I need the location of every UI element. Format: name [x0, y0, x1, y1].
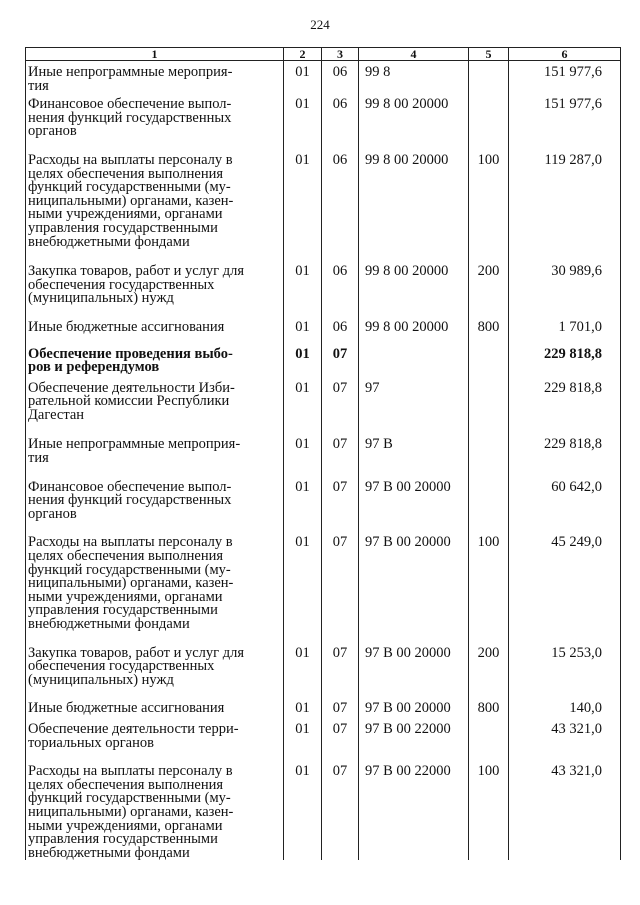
amount-cell: 43 321,0	[509, 765, 621, 860]
amount-cell: 229 818,8	[509, 348, 621, 382]
row-name-cell: Расходы на выплаты персоналу в целях обеспечения выполнения функций государственными (му- ниципальными) органами, казен- ными учреждениями, органами управления государственными внебюджетными фондами	[26, 536, 284, 646]
target-code-cell: 99 8	[359, 61, 469, 99]
target-code-cell	[359, 348, 469, 382]
table-row	[26, 61, 621, 99]
subsection-code-cell: 07	[322, 723, 359, 765]
section-code-cell: 01	[284, 98, 322, 154]
column-header: 3	[322, 48, 359, 61]
table-row	[26, 536, 621, 646]
target-code-cell: 97 В 00 20000	[359, 536, 469, 646]
page-number: 224	[310, 17, 330, 32]
subsection-code-cell: 06	[322, 98, 359, 154]
expense-type-cell: 100	[469, 765, 509, 860]
table-row	[26, 321, 621, 348]
subsection-code-cell: 06	[322, 154, 359, 265]
subsection-code-cell: 07	[322, 765, 359, 860]
target-code-cell: 99 8 00 20000	[359, 321, 469, 348]
row-name-cell: Расходы на выплаты персоналу в целях обеспечения выполнения функций государственными (му- ниципальными) органами, казен- ными учреждениями, органами управления государственными внебюджетными фондами	[26, 154, 284, 265]
amount-cell: 45 249,0	[509, 536, 621, 646]
subsection-code-cell: 07	[322, 348, 359, 382]
table-row	[26, 382, 621, 439]
table-row	[26, 647, 621, 703]
amount-cell: 1 701,0	[509, 321, 621, 348]
target-code-cell: 99 8 00 20000	[359, 154, 469, 265]
subsection-code-cell: 07	[322, 702, 359, 723]
amount-cell: 151 977,6	[509, 98, 621, 154]
column-header: 1	[26, 48, 284, 61]
amount-cell: 60 642,0	[509, 481, 621, 537]
table-row	[26, 265, 621, 321]
expense-type-cell	[469, 98, 509, 154]
expense-type-cell	[469, 348, 509, 382]
amount-cell: 15 253,0	[509, 647, 621, 703]
expense-type-cell: 800	[469, 321, 509, 348]
subsection-code-cell: 07	[322, 382, 359, 439]
row-name-cell: Иные бюджетные ассигнования	[26, 321, 284, 348]
section-code-cell: 01	[284, 348, 322, 382]
section-code-cell: 01	[284, 702, 322, 723]
target-code-cell: 97 В 00 20000	[359, 702, 469, 723]
section-code-cell: 01	[284, 647, 322, 703]
target-code-cell: 97 В 00 20000	[359, 481, 469, 537]
table-row	[26, 98, 621, 154]
table-row	[26, 481, 621, 537]
section-code-cell: 01	[284, 154, 322, 265]
target-code-cell: 97 В 00 22000	[359, 723, 469, 765]
target-code-cell: 99 8 00 20000	[359, 98, 469, 154]
table-row	[26, 438, 621, 480]
subsection-code-cell: 06	[322, 61, 359, 99]
subsection-code-cell: 07	[322, 438, 359, 480]
section-code-cell: 01	[284, 61, 322, 99]
amount-cell: 229 818,8	[509, 382, 621, 439]
expense-type-cell: 200	[469, 647, 509, 703]
expense-type-cell: 800	[469, 702, 509, 723]
table-row	[26, 702, 621, 723]
row-name-cell: Обеспечение деятельности Изби- рательной комиссии Республики Дагестан	[26, 382, 284, 439]
row-name-cell: Иные бюджетные ассигнования	[26, 702, 284, 723]
column-header: 4	[359, 48, 469, 61]
target-code-cell: 97	[359, 382, 469, 439]
amount-cell: 229 818,8	[509, 438, 621, 480]
column-header: 2	[284, 48, 322, 61]
row-name-cell: Обеспечение деятельности терри- ториальных органов	[26, 723, 284, 765]
row-name-cell: Закупка товаров, работ и услуг для обеспечения государственных (муниципальных) нужд	[26, 647, 284, 703]
amount-cell: 30 989,6	[509, 265, 621, 321]
amount-cell: 43 321,0	[509, 723, 621, 765]
row-name-cell: Иные непрограммные мероприя- тия	[26, 61, 284, 99]
target-code-cell: 97 В 00 20000	[359, 647, 469, 703]
amount-cell: 119 287,0	[509, 154, 621, 265]
row-name-cell: Финансовое обеспечение выпол- нения функций государственных органов	[26, 98, 284, 154]
table-row	[26, 765, 621, 860]
target-code-cell: 97 В 00 22000	[359, 765, 469, 860]
expense-type-cell	[469, 382, 509, 439]
expense-type-cell	[469, 481, 509, 537]
section-code-cell: 01	[284, 723, 322, 765]
amount-cell: 140,0	[509, 702, 621, 723]
subsection-code-cell: 07	[322, 647, 359, 703]
subsection-code-cell: 06	[322, 265, 359, 321]
table-row	[26, 723, 621, 765]
section-code-cell: 01	[284, 438, 322, 480]
subsection-code-cell: 06	[322, 321, 359, 348]
subsection-code-cell: 07	[322, 536, 359, 646]
expense-type-cell	[469, 438, 509, 480]
section-code-cell: 01	[284, 481, 322, 537]
section-code-cell: 01	[284, 536, 322, 646]
expense-type-cell: 200	[469, 265, 509, 321]
table-row	[26, 154, 621, 265]
expense-type-cell	[469, 61, 509, 99]
subsection-code-cell: 07	[322, 481, 359, 537]
expense-type-cell: 100	[469, 154, 509, 265]
column-header: 6	[509, 48, 621, 61]
expense-type-cell: 100	[469, 536, 509, 646]
expense-type-cell	[469, 723, 509, 765]
section-code-cell: 01	[284, 382, 322, 439]
section-code-cell: 01	[284, 765, 322, 860]
section-code-cell: 01	[284, 265, 322, 321]
table-row	[26, 348, 621, 382]
column-header: 5	[469, 48, 509, 61]
row-name-cell: Закупка товаров, работ и услуг для обеспечения государственных (муниципальных) нужд	[26, 265, 284, 321]
amount-cell: 151 977,6	[509, 61, 621, 99]
target-code-cell: 97 В	[359, 438, 469, 480]
row-name-cell: Иные непрограммные мепроприя- тия	[26, 438, 284, 480]
row-name-cell: Расходы на выплаты персоналу в целях обеспечения выполнения функций государственными (му- ниципальными) органами, казен- ными учреждениями, органами управления государственными внебюджетными фондами	[26, 765, 284, 860]
row-name-cell: Финансовое обеспечение выпол- нения функций государственных органов	[26, 481, 284, 537]
section-code-cell: 01	[284, 321, 322, 348]
row-name-cell: Обеспечение проведения выбо- ров и референдумов	[26, 348, 284, 382]
target-code-cell: 99 8 00 20000	[359, 265, 469, 321]
header-row	[26, 48, 621, 61]
budget-table	[25, 47, 621, 860]
